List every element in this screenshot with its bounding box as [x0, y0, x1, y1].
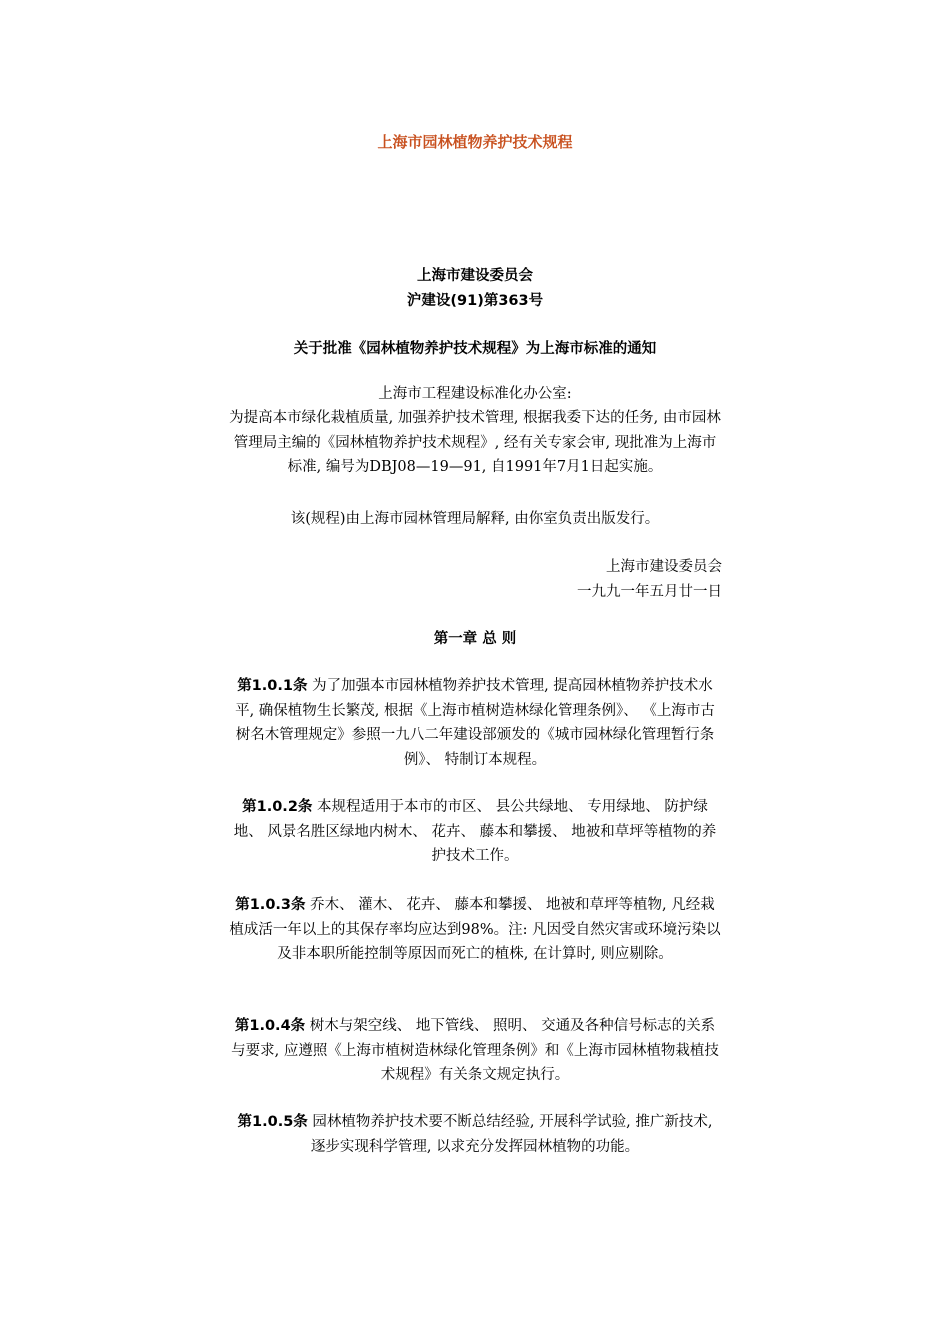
article-label: 第1.0.2条 [242, 799, 313, 815]
article-1-0-5 [228, 1110, 722, 1159]
notice-body-paragraph-1: 为提高本市绿化栽植质量, 加强养护技术管理, 根据我委下达的任务, 由市园林管理局主编的《园林植物养护技术规程》, 经有关专家会审, 现批准为上海市标准, 编号为DBJ08—19—91, 自1991年7月1日起实施。 [229, 410, 721, 475]
addressee: 上海市工程建设标准化办公室: [378, 386, 572, 402]
article-text: 为了加强本市园林植物养护技术管理, 提高园林植物养护技术水平, 确保植物生长繁茂, 根据《上海市植树造林绿化管理条例》、 《上海市古树名木管理规定》参照一九八二年建设部颁发的《城市园林绿化管理暂行条例》、 特制订本规程。 [235, 678, 715, 768]
article-label: 第1.0.3条 [235, 897, 306, 913]
article-1-0-3 [228, 893, 722, 967]
document-title: 上海市园林植物养护技术规程 [377, 133, 573, 151]
signature-org: 上海市建设委员会 [606, 559, 722, 575]
article-1-0-1 [228, 674, 722, 772]
article-label: 第1.0.1条 [237, 678, 308, 694]
article-text: 园林植物养护技术要不断总结经验, 开展科学试验, 推广新技术, 逐步实现科学管理, 以求充分发挥园林植物的功能。 [310, 1114, 713, 1155]
notice-title: 关于批准《园林植物养护技术规程》为上海市标准的通知 [293, 341, 657, 357]
article-1-0-4 [228, 1014, 722, 1088]
chapter-title: 第一章 总 则 [433, 631, 517, 647]
issuer-name: 上海市建设委员会 [417, 268, 533, 284]
notice-body-paragraph-2: 该(规程)由上海市园林管理局解释, 由你室负责出版发行。 [290, 511, 660, 527]
signature-date: 一九九一年五月廿一日 [577, 584, 722, 600]
article-1-0-2 [228, 795, 722, 869]
article-label: 第1.0.4条 [234, 1018, 306, 1034]
article-text: 本规程适用于本市的市区、 县公共绿地、 专用绿地、 防护绿地、 风景名胜区绿地内树木、 花卉、 藤本和攀援、 地被和草坪等植物的养护技术工作。 [233, 799, 717, 864]
article-text: 树木与架空线、 地下管线、 照明、 交通及各种信号标志的关系与要求, 应遵照《上海市植树造林绿化管理条例》和《上海市园林植物栽植技术规程》有关条文规定执行。 [231, 1018, 719, 1083]
article-label: 第1.0.5条 [237, 1114, 308, 1130]
article-text: 乔木、 灌木、 花卉、 藤本和攀援、 地被和草坪等植物, 凡经栽植成活一年以上的其保存率均应达到98%。注: 凡因受自然灾害或环境污染以及非本职所能控制等原因而死亡的植株, 在计算时, 则应剔除。 [229, 897, 721, 962]
document-number: 沪建设(91)第363号 [406, 293, 544, 309]
